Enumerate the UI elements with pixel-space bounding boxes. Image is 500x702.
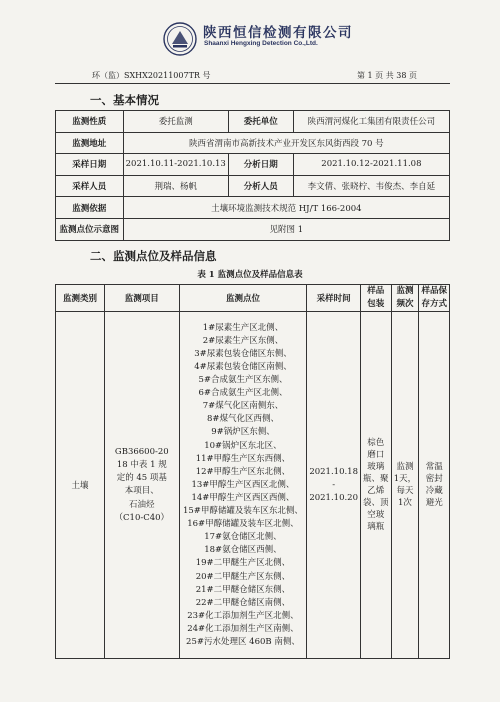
package-line: 棕色: [367, 438, 385, 449]
company-logo-icon: [163, 22, 197, 56]
column-header: 监测项目: [105, 285, 180, 312]
label-cell: 监测地址: [56, 132, 124, 154]
package-line: 瓶、聚: [363, 474, 389, 485]
section-sampling-title: 二、监测点位及样品信息: [90, 249, 217, 263]
sampling-point: 21#二甲醚仓储区东侧、: [195, 584, 291, 595]
sampling-point: 12#甲醇生产区东北侧、: [195, 466, 291, 477]
label-cell: 分析日期: [228, 154, 293, 176]
package-line: 磨口: [367, 450, 385, 461]
table-header-row: [56, 285, 450, 312]
sampling-point: 4#尿素包装仓储区南侧、: [194, 362, 292, 373]
table-row: [56, 175, 450, 197]
column-header: 监测类别: [56, 285, 105, 312]
sampling-point: 16#甲醇储罐及装车区北侧、: [187, 519, 299, 530]
item-line: （C10-C40）: [114, 512, 170, 523]
item-line: 18 中表 1 规: [116, 460, 167, 470]
sampling-point: 15#甲醇储罐及装车区东北侧、: [182, 506, 303, 517]
package-line: 玻璃: [367, 462, 385, 473]
item-line: 定的 45 项基: [116, 473, 167, 484]
table-row: [56, 312, 450, 659]
company-name-cn: 陕西恒信检测有限公司: [203, 25, 353, 41]
sampling-point: 22#二甲醚仓储区南侧、: [195, 597, 291, 608]
column-header: [391, 285, 419, 312]
label-cell: 采样日期: [56, 154, 124, 176]
basic-info-table: [55, 110, 450, 241]
sampling-point: 5#合成氨生产区东侧、: [198, 375, 288, 386]
sampling-point: 24#化工添加剂生产区南侧、: [187, 623, 299, 634]
time-line: 2021.10.18: [309, 466, 358, 477]
value-cell: 陕西省渭南市高新技术产业开发区东风街西段 70 号: [123, 132, 449, 154]
label-cell: 监测依据: [56, 197, 124, 219]
value-cell: 见附图 1: [123, 218, 449, 240]
label-cell: 采样人员: [56, 175, 124, 197]
storage-cell: [419, 312, 450, 659]
sampling-point: 6#合成氨生产区北侧、: [198, 388, 288, 399]
sampling-point: 11#甲醇生产区东西侧、: [195, 453, 291, 464]
header-line: 存方式: [421, 299, 447, 310]
frequency-line: 1天，: [393, 474, 417, 485]
sampling-point: 17#氨仓储区北侧、: [204, 532, 282, 543]
item-line: 本项目、: [124, 486, 159, 497]
sampling-point: 19#二甲醚生产区北侧、: [195, 558, 291, 569]
page-number: 第 1 页 共 38 页: [357, 71, 417, 80]
header-divider: [55, 83, 450, 84]
frequency-cell: [391, 312, 419, 659]
sampling-point: 23#化工添加剂生产区北侧、: [187, 610, 299, 621]
table-row: [56, 197, 450, 219]
table-row: [56, 111, 450, 133]
sampling-point: 10#锅炉区东北区、: [204, 440, 282, 451]
points-cell: [179, 312, 307, 659]
table-caption: 表 1 监测点位及样品信息表: [197, 270, 303, 280]
header-line: 样品保: [421, 286, 447, 296]
value-cell: 土壤环境监测技术规范 HJ/T 166-2004: [123, 197, 449, 219]
sampling-point: 2#尿素生产区东侧、: [202, 335, 284, 346]
section-basic-info-title: 一、基本情况: [90, 93, 159, 107]
item-line: 石油烃: [129, 499, 155, 510]
category-cell: 土壤: [56, 312, 105, 659]
table-row: [56, 218, 450, 240]
label-cell: 监测点位示意图: [56, 218, 124, 240]
sampling-info-table: [55, 284, 450, 659]
time-cell: [307, 312, 361, 659]
table-row: [56, 154, 450, 176]
package-line: 璃瓶: [367, 522, 385, 533]
sampling-point: 7#煤气化区南侧东、: [202, 401, 284, 412]
item-cell: [105, 312, 180, 659]
column-header: 采样时间: [307, 285, 361, 312]
report-number: 环（监）SXHX20211007TR 号: [92, 71, 211, 80]
value-cell: 荆瑞、杨帆: [123, 175, 228, 197]
frequency-line: 每天: [396, 486, 414, 497]
frequency-line: 1次: [398, 498, 412, 509]
value-cell: 陕西渭河煤化工集团有限责任公司: [293, 111, 449, 133]
storage-line: 常温: [425, 462, 443, 473]
label-cell: 委托单位: [228, 111, 293, 133]
sampling-point: 20#二甲醚生产区东侧、: [195, 571, 291, 582]
header-line: 监测: [396, 286, 414, 296]
frequency-line: 监测: [396, 462, 414, 473]
storage-line: 冷藏: [425, 486, 443, 497]
time-line: 2021.10.20: [309, 493, 358, 503]
sampling-point: 13#甲醇生产区西区北侧、: [191, 479, 295, 490]
header-line: 包装: [367, 299, 385, 310]
column-header: 监测点位: [179, 285, 307, 312]
label-cell: 监测性质: [56, 111, 124, 133]
company-name-en: Shaanxi Hengxing Detection Co.,Ltd.: [204, 40, 318, 47]
column-header: [419, 285, 450, 312]
sampling-point: 14#甲醇生产区西区西侧、: [191, 492, 295, 503]
package-cell: [361, 312, 392, 659]
sampling-point: 18#氨仓储区西侧、: [204, 545, 282, 556]
header-line: 频次: [396, 299, 414, 310]
storage-line: 避光: [425, 498, 443, 509]
label-cell: 分析人员: [228, 175, 293, 197]
sampling-point: 3#尿素包装仓储区东侧、: [194, 348, 292, 359]
value-cell: 2021.10.11-2021.10.13: [123, 154, 228, 176]
header-line: 样品: [367, 286, 385, 296]
value-cell: 委托监测: [123, 111, 228, 133]
package-line: 袋、顶: [363, 498, 389, 509]
package-line: 乙烯: [367, 486, 385, 497]
table-row: [56, 132, 450, 154]
sampling-point: 1#尿素生产区北侧、: [202, 322, 284, 333]
time-line: -: [332, 479, 336, 490]
sampling-point: 9#锅炉区东侧、: [211, 427, 275, 438]
item-line: GB36600-20: [114, 446, 169, 457]
sampling-point: 8#煤气化区西侧、: [206, 414, 279, 425]
storage-line: 密封: [425, 474, 443, 485]
sampling-point: 25#污水处理区 460B 南侧、: [186, 636, 300, 647]
value-cell: 李文倩、张晓柠、韦俊杰、李自延: [293, 175, 449, 197]
value-cell: 2021.10.12-2021.11.08: [293, 154, 449, 176]
column-header: [361, 285, 392, 312]
package-line: 空玻: [367, 510, 385, 521]
